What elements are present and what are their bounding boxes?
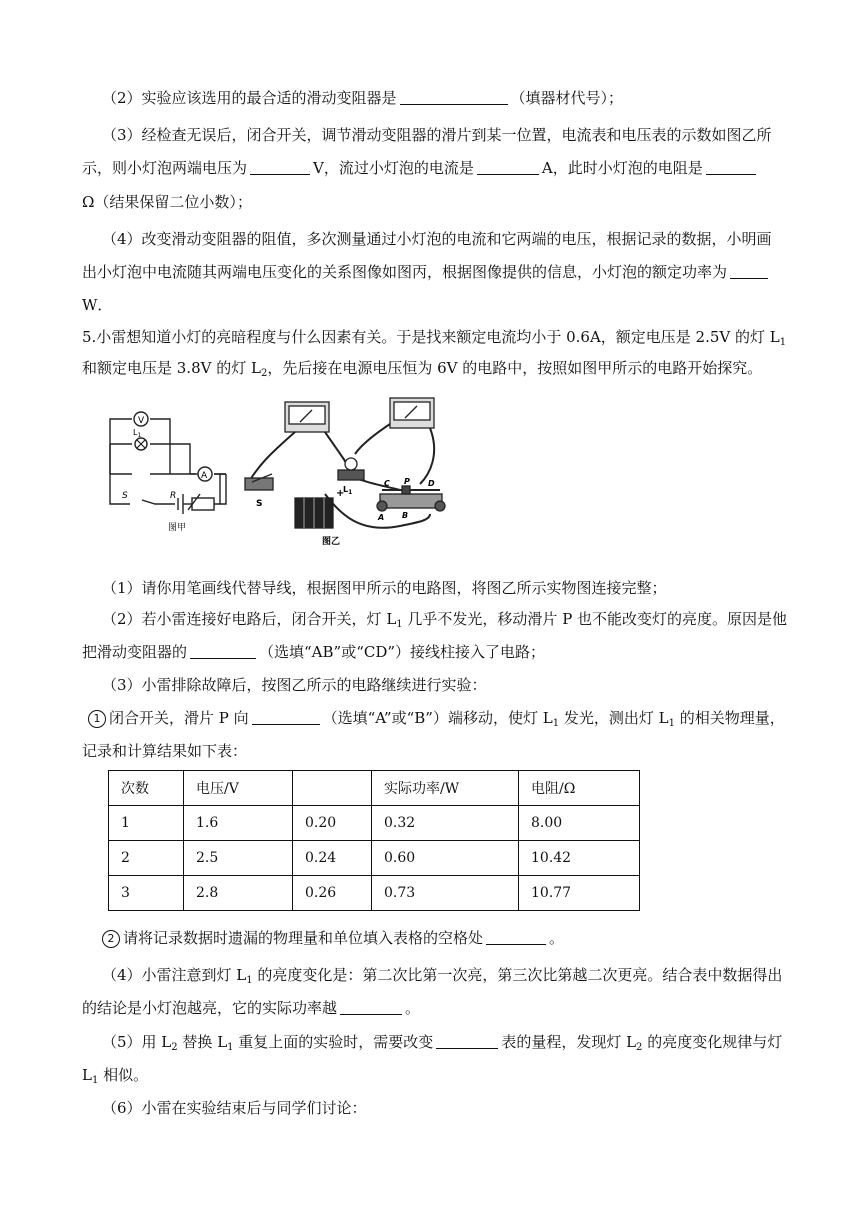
switch-label: S [122, 491, 128, 501]
slider-p-label: P [404, 477, 410, 486]
table-cell: 0.73 [372, 876, 519, 911]
table-header: 电阻/Ω [519, 771, 640, 806]
q4-part3-line3: Ω（结果保留二位小数）； [82, 193, 252, 211]
lamp-label: $L_1$ [133, 428, 142, 439]
apparatus-lamp-label: $L_1$ [343, 485, 353, 496]
step-number-badge: 1 [88, 710, 106, 728]
resistance-blank[interactable] [706, 158, 756, 175]
terminal-blank[interactable] [190, 642, 256, 659]
direction-blank[interactable] [252, 708, 320, 725]
missing-quantity-blank[interactable] [486, 928, 546, 945]
circuit-figures [100, 394, 460, 554]
q5-part4-line2: 的结论是小灯泡越亮，它的实际功率越 。 [82, 999, 421, 1017]
ammeter-label: A [201, 471, 208, 481]
q5-part3: （3）小雷排除故障后，按图乙所示的电路继续进行实验： [102, 676, 487, 694]
table-cell: 2.5 [184, 841, 293, 876]
q4-part4-line1: （4）改变滑动变阻器的阻值，多次测量通过小灯泡的电流和它两端的电压，根据记录的数据，小明画 [102, 230, 772, 248]
table-cell: 1.6 [184, 806, 293, 841]
table-header: 次数 [109, 771, 184, 806]
answer-blank[interactable] [400, 88, 508, 105]
table-header: 电压/V [184, 771, 293, 806]
apparatus-drawing [245, 398, 445, 528]
figure-jia-caption: 图甲 [168, 523, 187, 533]
table-cell: 10.77 [519, 876, 640, 911]
terminal-b-label: B [402, 511, 409, 520]
apparatus-switch-label: S [256, 499, 263, 509]
table-cell: 0.26 [293, 876, 372, 911]
q5-part5-line2: $L_1$ 相似。 [82, 1066, 149, 1086]
q5-part5-line1: （5）用 $L_2$ 替换 $L_1$ 重复上面的实验时，需要改变 表的量程，发现灯 $L_2$ 的亮度变化规律与灯 [102, 1033, 783, 1053]
terminal-a-label: A [378, 513, 385, 522]
voltmeter-label: V [138, 416, 145, 426]
q5-part2-line2: 把滑动变阻器的 （选填“AB”或“CD”）接线柱接入了电路； [82, 643, 546, 661]
table-cell: 0.32 [372, 806, 519, 841]
q5-part3-step1-line1: 1 闭合开关，滑片 P 向 （选填“A”或“B”）端移动，使灯 $L_1$ 发光，测出灯 $L_1$ 的相关物理量， [88, 707, 788, 729]
meter-range-blank[interactable] [436, 1032, 498, 1049]
table-cell: 0.24 [293, 841, 372, 876]
q4-part4-line3: W． [82, 296, 113, 314]
q5-part2-line1: （2）若小雷连接好电路后，闭合开关，灯 $L_1$ 几乎不发光，移动滑片 P 也不能改变灯的亮度。原因是他 [102, 610, 788, 630]
table-cell: 3 [109, 876, 184, 911]
table-row [109, 806, 640, 841]
table-header-row [109, 771, 640, 806]
table-cell: 0.20 [293, 806, 372, 841]
q5-part6: （6）小雷在实验结束后与同学们讨论： [102, 1099, 367, 1117]
table-header-empty-cell[interactable] [293, 771, 372, 806]
terminal-c-label: C [384, 479, 390, 488]
q5-part4-line1: （4）小雷注意到灯 $L_1$ 的亮度变化是：第二次比第一次亮，第三次比第越二次更亮。结合表中数据得出 [102, 966, 783, 986]
table-cell: 2 [109, 841, 184, 876]
power-blank[interactable] [730, 262, 768, 279]
terminal-d-label: D [428, 479, 435, 488]
data-table [108, 770, 640, 911]
table-row [109, 876, 640, 911]
battery-plus-label: + [336, 488, 345, 499]
q4-part3-line2: 示，则小灯泡两端电压为 V，流过小灯泡的电流是 A，此时小灯泡的电阻是 [82, 157, 782, 179]
table-cell: 2.8 [184, 876, 293, 911]
table-header: 实际功率/W [372, 771, 519, 806]
q5-part1: （1）请你用笔画线代替导线，根据图甲所示的电路图，将图乙所示实物图连接完整； [102, 579, 667, 597]
rheostat-label: R [170, 491, 177, 501]
current-blank[interactable] [477, 158, 539, 175]
q5-stem-line2: 和额定电压是 3.8V 的灯 $L_2$，先后接在电源电压恒为 6V 的电路中，按照如图甲所示的电路开始探究。 [82, 359, 763, 379]
q4-part4-line2: 出小灯泡中电流随其两端电压变化的关系图像如图丙，根据图像提供的信息，小灯泡的额定功率为 [82, 261, 782, 283]
table-cell: 8.00 [519, 806, 640, 841]
q4-part3-line1: （3）经检查无误后，闭合开关，调节滑动变阻器的滑片到某一位置，电流表和电压表的示数如图乙所 [102, 126, 772, 144]
step-number-badge: 2 [102, 930, 120, 948]
q4-part2: （2）实验应该选用的最合适的滑动变阻器是 （填器材代号）； [102, 89, 624, 107]
q5-part3-step2: 2 请将记录数据时遗漏的物理量和单位填入表格的空格处 。 [102, 927, 802, 949]
power-trend-blank[interactable] [340, 998, 402, 1015]
q5-part3-step1-line2: 记录和计算结果如下表： [82, 742, 248, 760]
table-row [109, 841, 640, 876]
table-cell: 1 [109, 806, 184, 841]
table-cell: 0.60 [372, 841, 519, 876]
q5-stem-line1: 5.小雷想知道小灯的亮暗程度与什么因素有关。于是找来额定电流均小于 0.6A，额定电压是 2.5V 的灯 $L_1$ [82, 328, 787, 348]
voltage-blank[interactable] [250, 158, 310, 175]
figure-yi-caption: 图乙 [322, 537, 341, 547]
table-cell: 10.42 [519, 841, 640, 876]
